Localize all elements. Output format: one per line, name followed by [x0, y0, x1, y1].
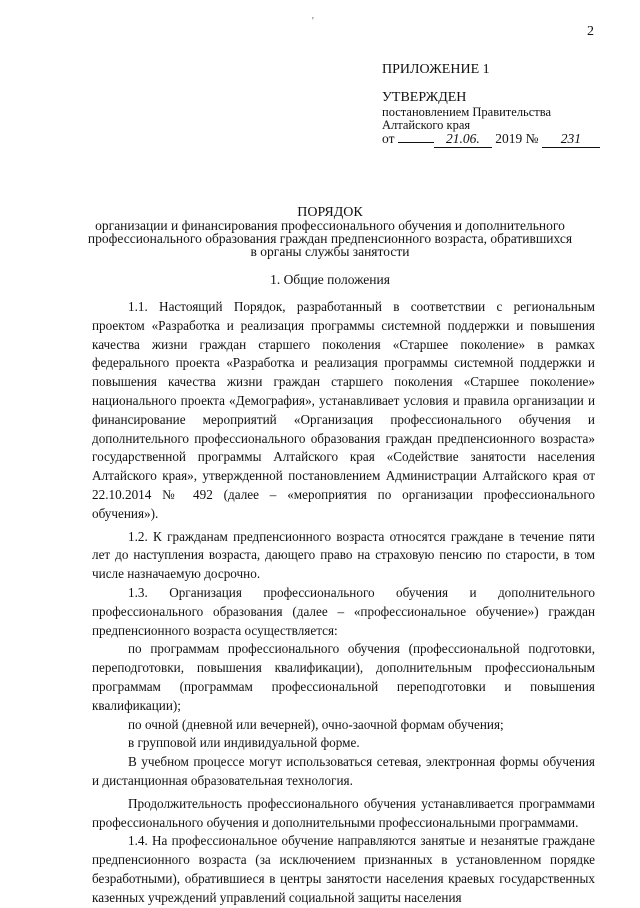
approval-year: 2019 — [495, 131, 523, 146]
date-prefix: от — [382, 131, 395, 146]
document-heading: ПОРЯДОК — [297, 205, 363, 220]
document-title-block — [40, 206, 620, 258]
number-sign: № — [525, 131, 539, 146]
section-title: 1. Общие положения — [270, 272, 390, 287]
page-number: 2 — [587, 24, 594, 39]
date-blank-left — [398, 142, 434, 143]
paragraph: 1.3. Организация профессионального обучения и дополнительного профессионального образования (далее – «профессиональное обучение») граждан предпенсионного возраста осуществляется: — [92, 584, 595, 638]
appendix-block — [382, 62, 600, 148]
paragraph: Продолжительность профессионального обучения устанавливается программами профессионального обучения и дополнительными профессиональными программами. — [92, 795, 595, 830]
approved-by-line-1: постановлением Правительства — [382, 105, 552, 119]
approval-date: 21.06. — [434, 131, 492, 148]
approved-by-line-2: Алтайского края — [382, 117, 471, 132]
document-subtitle-line-2: профессионального образования граждан предпенсионного возраста, обратившихся — [87, 231, 573, 246]
paragraph: по программам профессионального обучения (профессиональной подготовки, переподготовки, повышения квалификации), дополнительным профессиональным программам (программам профессиональной переподготовки и повышения квалификации); — [92, 641, 595, 713]
paragraph: 1.2. К гражданам предпенсионного возраста относятся граждане в течение пяти лет до наступления возраста, дающего право на страховую пенсию по старости, в том числе назначаемую досрочно. — [92, 528, 595, 582]
approved-label: УТВЕРЖДЕН — [382, 90, 467, 105]
paragraph: В учебном процессе могут использоваться сетевая, электронная формы обучения и дистанционная образовательная технология. — [92, 754, 595, 788]
approval-number: 231 — [542, 131, 600, 148]
document-subtitle-line-3: в органы службы занятости — [250, 244, 410, 259]
paragraph: в групповой или индивидуальной форме. — [128, 735, 360, 751]
appendix-title: ПРИЛОЖЕНИЕ 1 — [382, 62, 490, 77]
approval-date-line — [382, 131, 600, 148]
paragraph: по очной (дневной или вечерней), очно-заочной формам обучения; — [128, 716, 504, 732]
paragraph: 1.1. Настоящий Порядок, разработанный в соответствии с региональным проектом «Разработка и реализация программы системной поддержки и повышения качества жизни граждан старшего поколения «Старшее поколение» в рамках федерального проекта «Разработка и реализация программы системной поддержки и повышения качества жизни граждан старшего поколения «Старшее поколение» национального проекта «Демография», устанавливает условия и правила организации и финансирование мероприятий «Организация профессионального обучения и дополнительного профессионального образования граждан предпенсионного возраста» государственной программы Алтайского края «Содействие занятости населения Алтайского края», утвержденной постановлением Администрации Алтайского края от 22.10.2014 № 492 (далее – «мероприятия по организации профессионального обучения»). — [92, 299, 595, 521]
paragraph: 1.4. На профессиональное обучение направляются занятые и незанятые граждане предпенсионного возраста (за исключением признанных в установленном порядке безработными), обратившиеся в центры занятости населения краевых государственных казенных учреждений управлений социальной защиты населения — [92, 833, 595, 905]
document-subtitle-line-1: организации и финансирования профессионального обучения и дополнительного — [95, 218, 565, 233]
document-body — [92, 298, 595, 908]
scan-mark: ' — [312, 16, 314, 27]
